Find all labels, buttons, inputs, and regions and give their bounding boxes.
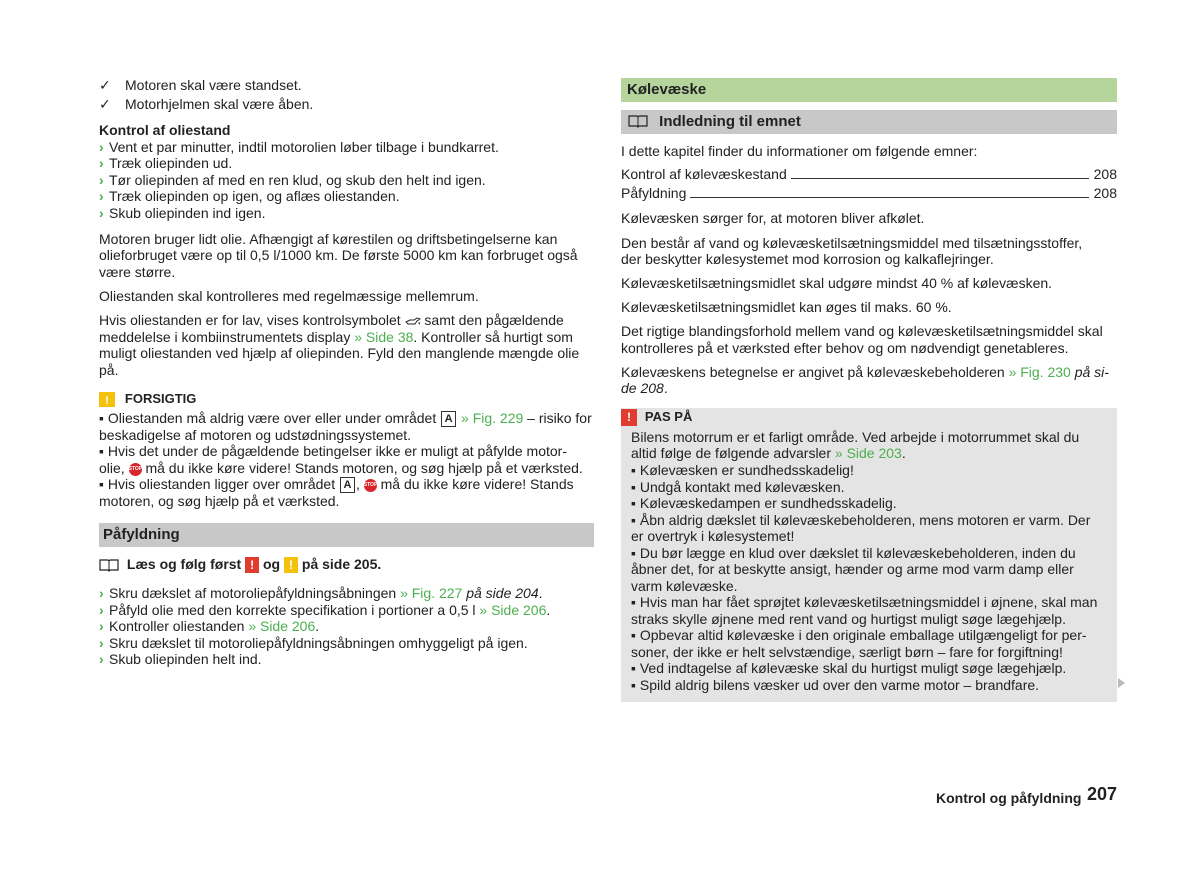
paragraph-line: på. <box>99 362 119 378</box>
warning-line: ▪ Ved indtagelse af kølevæske skal du hurtigst muligt søge lægehjælp. <box>631 660 1067 676</box>
check-icon: ✓ <box>99 96 111 112</box>
step-arrow-icon: › <box>99 635 104 651</box>
paragraph-line: være større. <box>99 264 176 280</box>
step-item: › Skru dækslet til motoroliepåfyldningsåbningen omhyggeligt på igen. <box>99 635 528 651</box>
page-link[interactable]: » Side 38 <box>354 329 414 345</box>
warning-line: ▪ Spild aldrig bilens væsker ud over den varme motor – brandfare. <box>631 677 1040 693</box>
warning-line: Bilens motorrum er et farligt område. Ved arbejde i motorrummet skal du <box>631 429 1080 445</box>
paragraph-line: kontrolleres på et værksted efter behov og om nødvendigt genetableres. <box>621 340 1069 356</box>
kontrol-heading: Kontrol af oliestand <box>99 122 231 138</box>
warning-line: varm kølevæske. <box>631 578 738 594</box>
warning-line: ▪ Opbevar altid kølevæske i den originale emballage utilgængeligt for per- <box>631 627 1087 643</box>
figure-link[interactable]: » Fig. 229 <box>457 410 524 426</box>
paragraph-line: olieforbruget være op til 0,5 l/1000 km. De første 5000 km kan forbruget også <box>99 247 578 263</box>
paragraph-line: meddelelse i kombiinstrumentets display » Side 38. Kontroller så hurtigt som <box>99 329 573 345</box>
warning-line: altid følge de følgende advarsler » Side 203. <box>631 445 906 461</box>
caution-icon: ! <box>284 557 298 573</box>
paragraph-line: Kølevæsken sørger for, at motoren bliver afkølet. <box>621 210 925 226</box>
paragraph-line: Kølevæskens betegnelse er angivet på kølevæskebeholderen » Fig. 230 på si- <box>621 364 1109 380</box>
toc-leader <box>621 197 1089 198</box>
stop-icon: STOP <box>129 463 142 476</box>
intro-text: I dette kapitel finder du informationer om følgende emner: <box>621 143 978 159</box>
figure-link[interactable]: » Fig. 227 <box>400 585 463 601</box>
intro-heading: Indledning til emnet <box>621 110 1117 134</box>
step-item: › Påfyld olie med den korrekte specifikation i portioner a 0,5 l » Side 206. <box>99 602 551 618</box>
step-arrow-icon: › <box>99 188 104 204</box>
check-icon: ✓ <box>99 77 111 93</box>
toc-row[interactable]: Påfyldning 208 <box>621 185 1117 201</box>
step-item: › Vent et par minutter, indtil motorolien løber tilbage i bundkarret. <box>99 139 499 155</box>
warning-line: ▪ Undgå kontakt med kølevæsken. <box>631 479 845 495</box>
figure-link[interactable]: » Fig. 230 <box>1008 364 1071 380</box>
paragraph-line: Kølevæsketilsætningsmidlet kan øges til maks. 60 %. <box>621 299 952 315</box>
step-item: › Tør oliepinden af med en ren klud, og skub den helt ind igen. <box>99 172 486 188</box>
section-heading-kolevaeske: Kølevæske <box>621 78 1117 102</box>
paragraph-line: Oliestanden skal kontrolleres med regelmæssige mellemrum. <box>99 288 479 304</box>
warning-line: soner, der ikke er helt selvstændige, særligt børn – fare for forgiftning! <box>631 644 1063 660</box>
paragraph-line: de 208. <box>621 380 668 396</box>
step-item: › Skub oliepinden ind igen. <box>99 205 266 221</box>
book-icon <box>627 114 649 128</box>
step-arrow-icon: › <box>99 602 104 618</box>
warning-icon: ! <box>245 557 259 573</box>
warning-line: ▪ Åbn aldrig dækslet til kølevæskebeholderen, mens motoren er varm. Der <box>631 512 1091 528</box>
step-item: › Skub oliepinden helt ind. <box>99 651 262 667</box>
step-arrow-icon: › <box>99 172 104 188</box>
step-arrow-icon: › <box>99 155 104 171</box>
svg-text:!: ! <box>105 394 109 407</box>
paragraph-line: Kølevæsketilsætningsmidlet skal udgøre mindst 40 % af kølevæsken. <box>621 275 1053 291</box>
warning-line: ▪ Kølevæsken er sundhedsskadelig! <box>631 462 854 478</box>
read-first-line: Læs og følg først ! og ! på side 205. <box>99 556 381 573</box>
toc-row[interactable]: Kontrol af kølevæskestand 208 <box>621 166 1117 182</box>
warning-icon: ! <box>621 409 637 426</box>
area-a-marker: A <box>441 411 456 427</box>
paragraph-line: Motoren bruger lidt olie. Afhængigt af kørestilen og driftsbetingelserne kan <box>99 231 558 247</box>
caution-line: olie, STOP må du ikke køre videre! Stands motoren, og søg hjælp på et værksted. <box>99 460 583 476</box>
oil-warning-icon <box>405 316 421 326</box>
stop-icon: STOP <box>364 479 377 492</box>
section-heading-pafyldning: Påfyldning <box>99 523 594 547</box>
warning-line: ▪ Du bør lægge en klud over dækslet til kølevæskebeholderen, inden du <box>631 545 1076 561</box>
warning-heading: ! PAS PÅ <box>621 408 692 426</box>
warning-line: ▪ Hvis man har fået sprøjtet kølevæsketilsætningsmiddel i øjnene, skal man <box>631 594 1098 610</box>
step-item: › Træk oliepinden op igen, og aflæs oliestanden. <box>99 188 400 204</box>
caution-line: ▪ Oliestanden må aldrig være over eller under området A » Fig. 229 – risiko for <box>99 410 592 426</box>
step-arrow-icon: › <box>99 618 104 634</box>
warning-line: straks skylle øjnene med rent vand og hurtigst muligt søge lægehjælp. <box>631 611 1066 627</box>
caution-heading: ! FORSIGTIG <box>99 390 196 408</box>
warning-box <box>621 408 1117 702</box>
warning-line: åbner det, for at beskytte ansigt, hænder og arme mod varm damp eller <box>631 561 1074 577</box>
paragraph-line: Hvis oliestanden er for lav, vises kontrolsymbolet samt den pågældende <box>99 312 564 328</box>
continue-arrow-icon <box>1118 678 1125 688</box>
paragraph-line: Det rigtige blandingsforhold mellem vand og kølevæsketilsætningsmiddel skal <box>621 323 1103 339</box>
warning-triangle-icon <box>99 392 115 407</box>
caution-line: ▪ Hvis det under de pågældende betingelser ikke er muligt at påfylde motor- <box>99 443 567 459</box>
paragraph-line: Den består af vand og kølevæsketilsætningsmiddel med tilsætningsstoffer, <box>621 235 1083 251</box>
step-arrow-icon: › <box>99 651 104 667</box>
caution-line: beskadigelse af motoren og udstødningssystemet. <box>99 427 412 443</box>
step-item: › Træk oliepinden ud. <box>99 155 233 171</box>
paragraph-line: muligt oliestanden ved hjælp af oliepinden. Fyld den manglende mængde olie <box>99 345 580 361</box>
step-arrow-icon: › <box>99 139 104 155</box>
footer-section: Kontrol og påfyldning <box>936 790 1082 806</box>
page-link[interactable]: » Side 203 <box>834 445 902 461</box>
step-arrow-icon: › <box>99 585 104 601</box>
area-a-marker: A <box>340 477 355 493</box>
caution-line: ▪ Hvis oliestanden ligger over området A , STOP må du ikke køre videre! Stands <box>99 476 574 492</box>
page-link[interactable]: » Side 206 <box>248 618 316 634</box>
warning-line: ▪ Kølevæskedampen er sundhedsskadelig. <box>631 495 897 511</box>
step-item: › Kontroller oliestanden » Side 206. <box>99 618 320 634</box>
page-number: 207 <box>1087 784 1118 804</box>
caution-line: motoren, og søg hjælp på et værksted. <box>99 493 340 509</box>
page-link[interactable]: » Side 206 <box>479 602 547 618</box>
book-icon <box>99 558 119 572</box>
warning-line: er overtryk i kølesystemet! <box>631 528 795 544</box>
step-arrow-icon: › <box>99 205 104 221</box>
step-item: › Skru dækslet af motoroliepåfyldningsåbningen » Fig. 227 på side 204. <box>99 585 543 601</box>
paragraph-line: der beskytter kølesystemet mod korrosion og kalkaflejringer. <box>621 251 994 267</box>
